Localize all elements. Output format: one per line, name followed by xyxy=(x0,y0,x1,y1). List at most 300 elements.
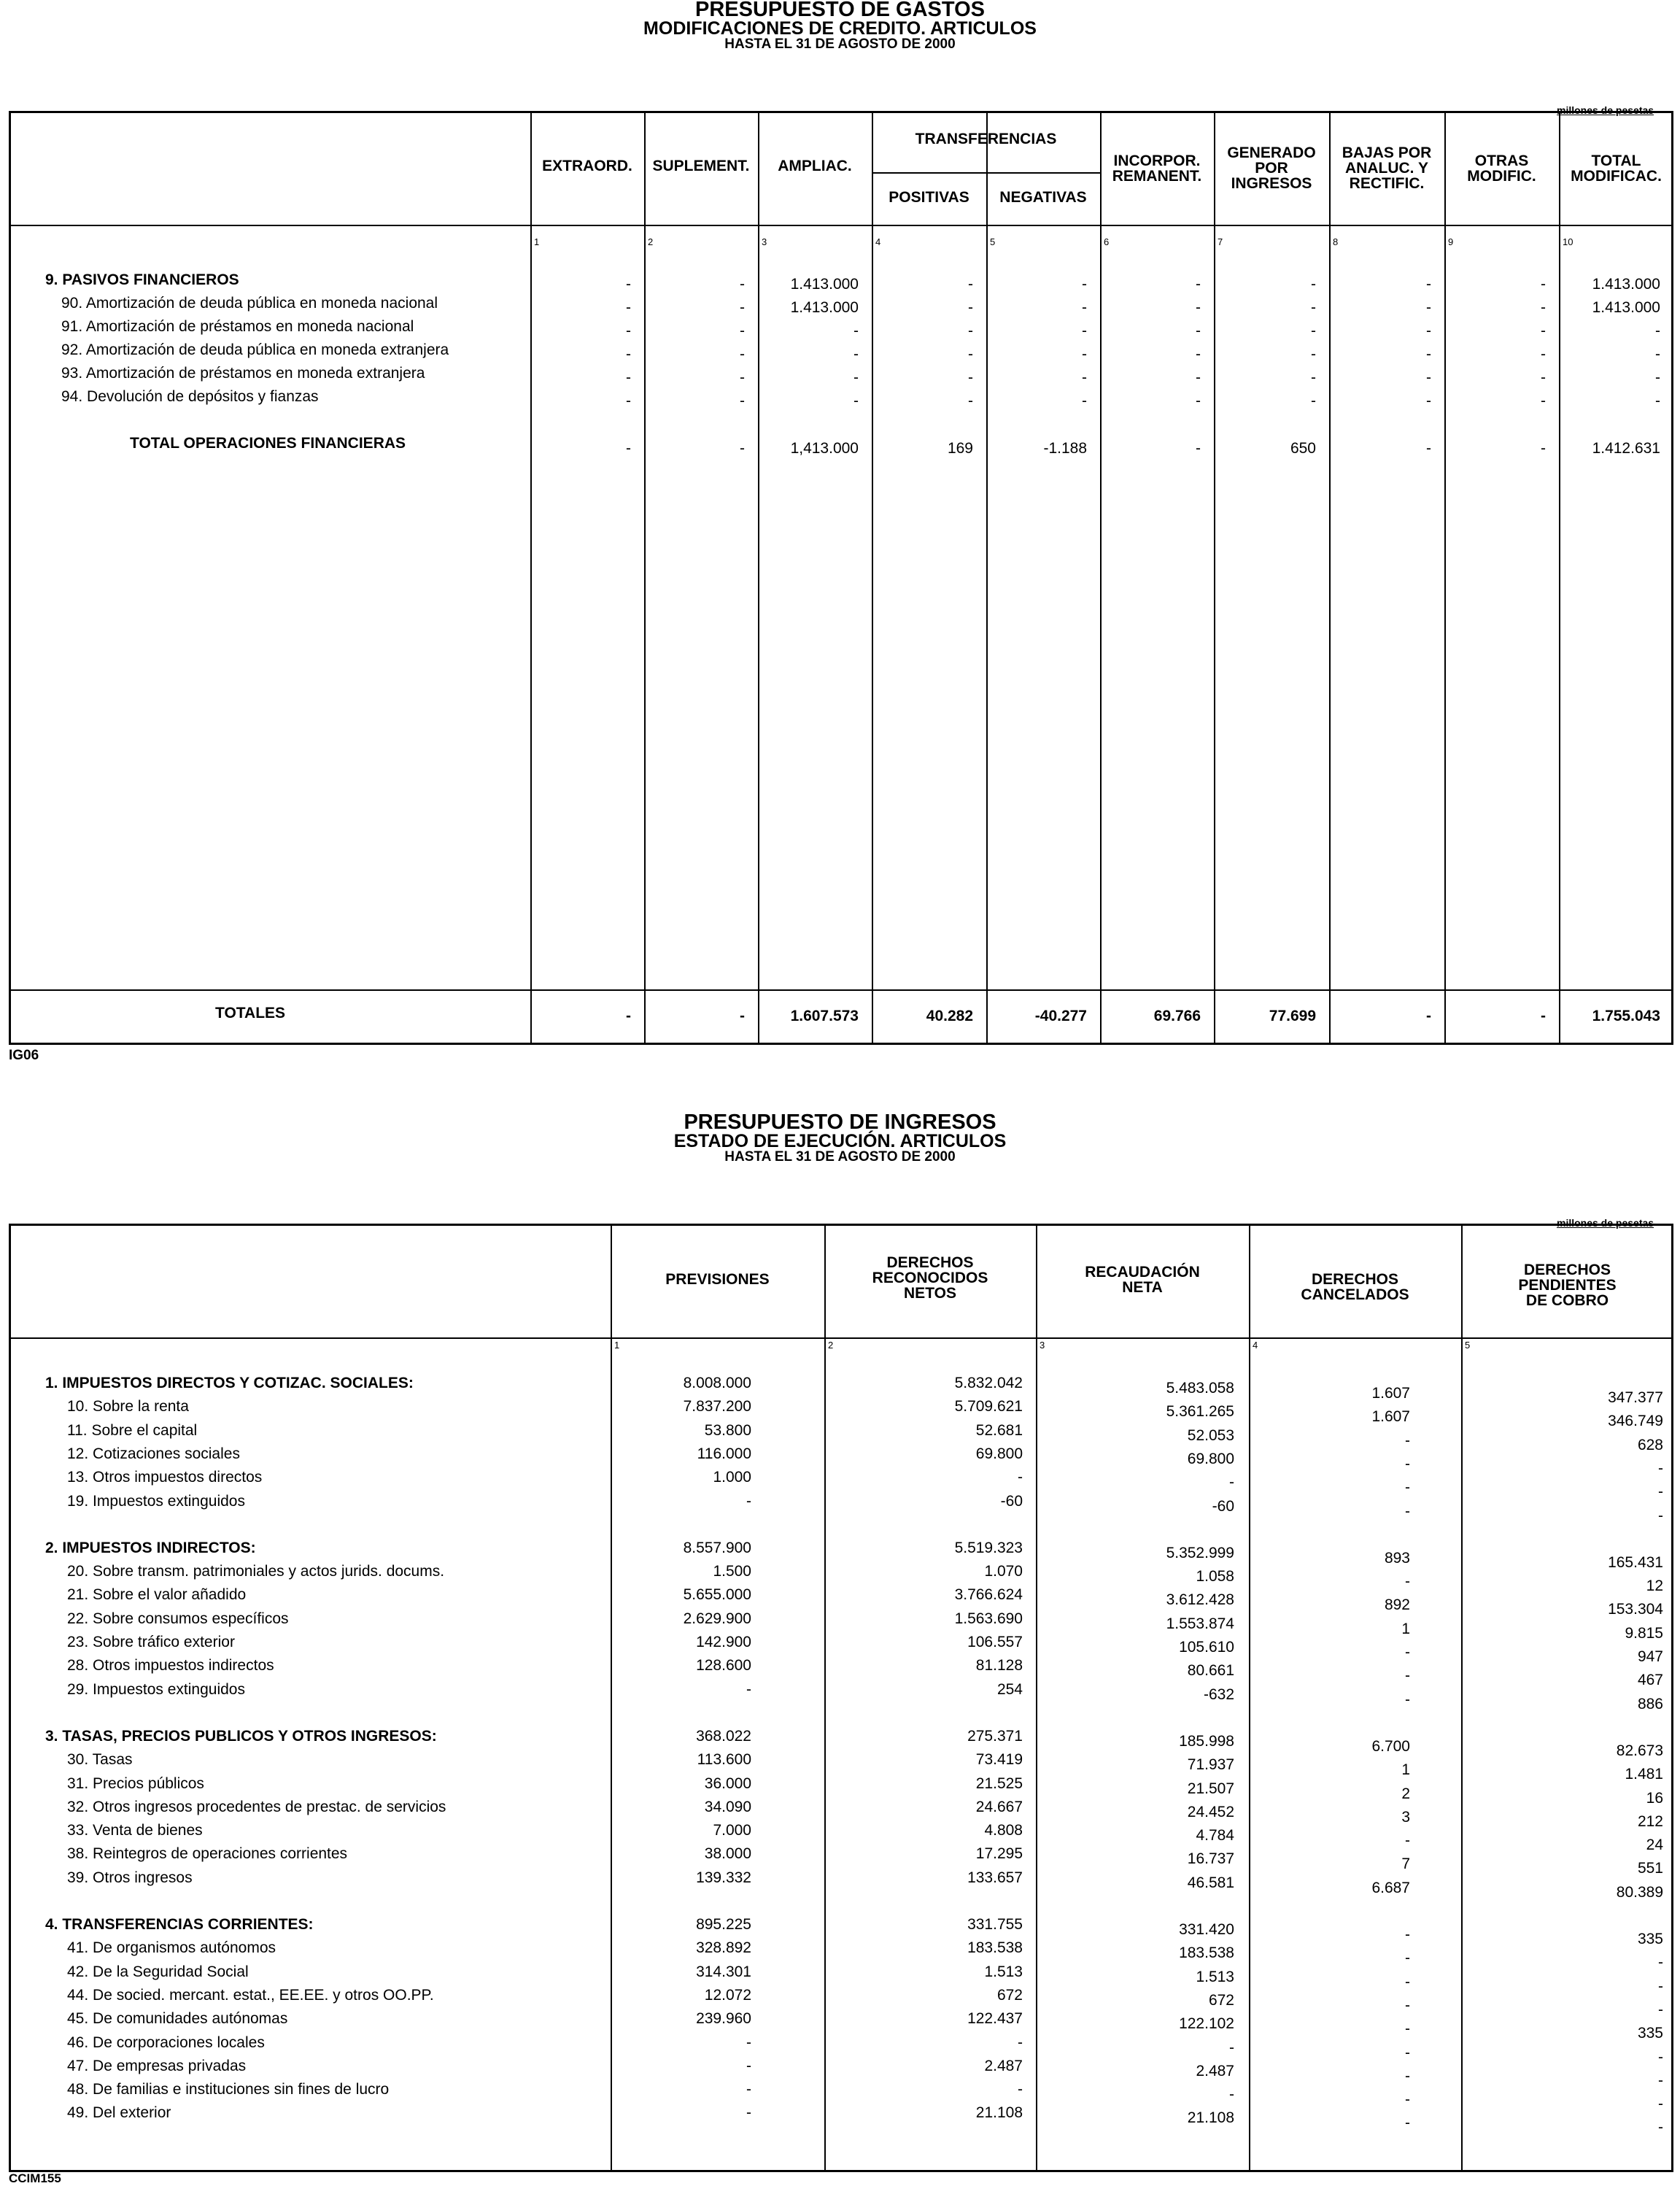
ingresos-cell: 551 xyxy=(1637,1860,1663,1877)
gastos-total-ops-cell: -1.188 xyxy=(1043,440,1087,457)
ingresos-cell: 6.700 xyxy=(1371,1737,1410,1755)
gastos-cell: - xyxy=(1082,276,1087,293)
header-negativas: NEGATIVAS xyxy=(999,189,1087,206)
gastos-cell: - xyxy=(1655,346,1660,363)
ingresos-cell: 116.000 xyxy=(697,1445,751,1462)
ingresos-cell: 1.058 xyxy=(1196,1568,1234,1586)
ingresos-cell: 34.090 xyxy=(704,1798,751,1815)
ingresos-cell: 335 xyxy=(1637,2025,1663,2042)
gastos-totales-cell: - xyxy=(1541,1008,1546,1024)
gastos-col-divider xyxy=(986,111,988,1045)
ingresos-cell: - xyxy=(1405,1832,1410,1850)
ingresos-cell: - xyxy=(1229,1474,1234,1491)
gastos-cell: - xyxy=(968,393,973,409)
ingresos-row-label: 42. De la Seguridad Social xyxy=(67,1963,249,1980)
gastos-totales-cell: 69.766 xyxy=(1153,1008,1201,1024)
gastos-cell: - xyxy=(1541,393,1546,409)
ingresos-cell: - xyxy=(1405,2091,1410,2109)
ingresos-cell: 7.000 xyxy=(713,1822,751,1839)
gastos-header-divider xyxy=(9,225,1673,226)
ingresos-cell: 1.513 xyxy=(984,1963,1023,1980)
gastos-cell: 1.413.000 xyxy=(790,299,859,316)
ingresos-cell: - xyxy=(1658,1977,1663,1995)
gastos-cell: - xyxy=(1082,393,1087,409)
ingresos-cell: 239.960 xyxy=(696,2010,751,2028)
ingresos-cell: - xyxy=(1405,1455,1410,1472)
gastos-totales-cell: 77.699 xyxy=(1269,1008,1316,1024)
gastos-cell: - xyxy=(626,323,631,339)
gastos-col-divider xyxy=(758,111,759,1045)
ingresos-cell: - xyxy=(1405,1996,1410,2014)
gastos-cell: - xyxy=(740,369,745,386)
gastos-col-divider xyxy=(1214,111,1215,1045)
ingresos-cell: 12.072 xyxy=(704,1986,751,2004)
gastos-totales-cell: 1.755.043 xyxy=(1592,1008,1660,1024)
ingresos-cell: 21.108 xyxy=(975,2104,1023,2122)
gastos-row-label: 92. Amortización de deuda pública en moneda extranjera xyxy=(61,341,449,358)
ingresos-row-label: 30. Tasas xyxy=(67,1751,133,1769)
ingresos-cell: 17.295 xyxy=(975,1845,1023,1863)
ingresos-cell: - xyxy=(1405,1973,1410,1990)
ingresos-cell: 80.661 xyxy=(1187,1662,1234,1680)
ingresos-header-divider xyxy=(9,1337,1673,1339)
gastos-col-divider xyxy=(1444,111,1446,1045)
column-number: 7 xyxy=(1218,236,1223,247)
gastos-cell: - xyxy=(853,323,859,339)
gastos-cell: - xyxy=(626,369,631,386)
header-otras: OTRAS MODIFIC. xyxy=(1467,152,1536,185)
gastos-cell: - xyxy=(1655,393,1660,409)
header-generado: GENERADO POR INGRESOS xyxy=(1227,144,1316,192)
gastos-totales-label: TOTALES xyxy=(215,1005,286,1021)
ingresos-cell: 73.419 xyxy=(975,1751,1023,1769)
gastos-cell: - xyxy=(853,346,859,363)
ingresos-cell: 122.437 xyxy=(967,2010,1023,2028)
ingresos-cell: 9.815 xyxy=(1625,1624,1663,1642)
ingresos-cell: 895.225 xyxy=(696,1916,751,1933)
header-total-modificac: TOTAL MODIFICAC. xyxy=(1571,152,1662,185)
ingresos-cell: 69.800 xyxy=(1187,1450,1234,1467)
ingresos-cell: 133.657 xyxy=(967,1869,1023,1886)
ingresos-cell: 1.553.874 xyxy=(1166,1615,1234,1632)
gastos-total-ops-cell: - xyxy=(1196,440,1201,457)
ingresos-cell: - xyxy=(746,1680,751,1698)
ingresos-cell: 21.507 xyxy=(1187,1780,1234,1797)
ingresos-cell: 24.452 xyxy=(1187,1803,1234,1820)
gastos-total-ops-cell: - xyxy=(1426,440,1431,457)
gastos-cell: - xyxy=(1082,323,1087,339)
ingresos-row-label: 48. De familias e instituciones sin fines de lucro xyxy=(67,2081,390,2098)
ingresos-cell: - xyxy=(1405,1502,1410,1520)
ingresos-row-label: 28. Otros impuestos indirectos xyxy=(67,1657,274,1675)
ingresos-cell: 672 xyxy=(1208,1991,1234,2009)
ingresos-cell: 3 xyxy=(1401,1808,1410,1826)
ingresos-cell: - xyxy=(746,1492,751,1510)
ingresos-row-label: 11. Sobre el capital xyxy=(67,1421,198,1439)
ingresos-cell: 5.352.999 xyxy=(1166,1544,1234,1561)
ingresos-cell: 467 xyxy=(1637,1672,1663,1689)
ingresos-cell: - xyxy=(1405,2114,1410,2132)
ingresos-cell: - xyxy=(1658,2001,1663,2018)
gastos-row-label: 94. Devolución de depósitos y fianzas xyxy=(61,388,319,405)
ingresos-cell: 331.755 xyxy=(967,1916,1023,1933)
ingresos-cell: 254 xyxy=(996,1680,1023,1698)
column-number: 10 xyxy=(1563,236,1573,247)
ingresos-subtitle: ESTADO DE EJECUCIÓN. ARTICULOS xyxy=(673,1131,1007,1151)
ingresos-cell: 139.332 xyxy=(696,1869,751,1886)
gastos-cell: - xyxy=(740,276,745,293)
ingresos-row-label: 44. De socied. mercant. estat., EE.EE. y otros OO.PP. xyxy=(67,1986,434,2004)
gastos-cell: - xyxy=(1196,369,1201,386)
header-pendientes: DERECHOS PENDIENTES DE COBRO xyxy=(1518,1262,1617,1309)
ingresos-cell: 82.673 xyxy=(1616,1742,1663,1759)
ingresos-row-label: 32. Otros ingresos procedentes de prestac. de servicios xyxy=(67,1798,446,1815)
ingresos-cell: 4.808 xyxy=(984,1822,1023,1839)
gastos-col-divider xyxy=(872,111,873,1045)
gastos-cell: - xyxy=(968,276,973,293)
ingresos-cell: 1 xyxy=(1401,1761,1410,1779)
ingresos-cell: - xyxy=(1405,2044,1410,2061)
gastos-cell: - xyxy=(1541,276,1546,293)
ingresos-units: millones de pesetas xyxy=(1557,1217,1654,1229)
ingresos-cell: 1.481 xyxy=(1625,1766,1663,1783)
gastos-col-divider xyxy=(1329,111,1331,1045)
ingresos-cell: 80.389 xyxy=(1616,1883,1663,1901)
ingresos-row-label: 4. TRANSFERENCIAS CORRIENTES: xyxy=(45,1916,314,1933)
ingresos-cell: - xyxy=(1658,1954,1663,1971)
gastos-cell: - xyxy=(968,369,973,386)
gastos-row-label: 9. PASIVOS FINANCIEROS xyxy=(45,271,239,288)
gastos-cell: - xyxy=(1541,299,1546,316)
ingresos-cell: - xyxy=(1658,2071,1663,2089)
gastos-totales-cell: 40.282 xyxy=(926,1008,973,1024)
ingresos-row-label: 2. IMPUESTOS INDIRECTOS: xyxy=(45,1539,256,1556)
header-transferencias: TRANSFERENCIAS xyxy=(915,131,1057,147)
ingresos-row-label: 23. Sobre tráfico exterior xyxy=(67,1634,235,1650)
gastos-totales-cell: - xyxy=(740,1008,745,1024)
gastos-cell: - xyxy=(1196,393,1201,409)
ingresos-cell: 947 xyxy=(1637,1648,1663,1665)
ingresos-cell: 185.998 xyxy=(1179,1732,1234,1750)
ingresos-cell: 21.108 xyxy=(1187,2109,1234,2127)
ingresos-cell: - xyxy=(1405,1667,1410,1685)
ingresos-cell: 2.629.900 xyxy=(683,1610,751,1627)
ingresos-cell: - xyxy=(746,2104,751,2122)
ingresos-cell: - xyxy=(1658,1483,1663,1501)
gastos-cell: - xyxy=(740,346,745,363)
gastos-total-ops-cell: 169 xyxy=(947,440,973,457)
gastos-totals-divider xyxy=(9,989,1673,991)
gastos-cell: - xyxy=(853,369,859,386)
gastos-cell: - xyxy=(1541,323,1546,339)
ingresos-cell: 7 xyxy=(1401,1855,1410,1873)
ingresos-cell: 5.832.042 xyxy=(954,1375,1023,1391)
ingresos-cell: 628 xyxy=(1637,1436,1663,1453)
ingresos-cell: - xyxy=(1405,2067,1410,2085)
gastos-cell: - xyxy=(1311,299,1316,316)
column-number: 6 xyxy=(1104,236,1110,247)
header-incorpor: INCORPOR. REMANENT. xyxy=(1112,152,1202,185)
header-suplement: SUPLEMENT. xyxy=(652,158,750,174)
ingresos-cell: 4.784 xyxy=(1196,1827,1234,1845)
gastos-cell: - xyxy=(1541,369,1546,386)
gastos-cell: - xyxy=(1311,393,1316,409)
ingresos-cell: 5.709.621 xyxy=(954,1398,1023,1416)
ingresos-cell: 6.687 xyxy=(1371,1879,1410,1896)
gastos-cell: - xyxy=(1082,299,1087,316)
gastos-total-ops-cell: 650 xyxy=(1290,440,1316,457)
gastos-cell: - xyxy=(1426,393,1431,409)
ingresos-cell: 275.371 xyxy=(967,1727,1023,1745)
gastos-cell: - xyxy=(1426,369,1431,386)
header-ampliac: AMPLIAC. xyxy=(778,158,852,174)
ingresos-cell: 5.361.265 xyxy=(1166,1403,1234,1421)
ingresos-cell: - xyxy=(1405,1644,1410,1661)
ingresos-cell: 893 xyxy=(1384,1549,1410,1567)
column-number: 2 xyxy=(648,236,654,247)
ingresos-cell: 8.557.900 xyxy=(683,1539,751,1556)
column-number: 8 xyxy=(1333,236,1339,247)
ingresos-row-label: 21. Sobre el valor añadido xyxy=(67,1586,247,1604)
gastos-totales-cell: -40.277 xyxy=(1034,1008,1087,1024)
gastos-cell: - xyxy=(1541,346,1546,363)
ingresos-cell: 5.483.058 xyxy=(1166,1380,1234,1397)
ingresos-cell: - xyxy=(1405,1691,1410,1708)
ingresos-row-label: 20. Sobre transm. patrimoniales y actos jurids. docums. xyxy=(67,1563,445,1580)
ingresos-cell: - xyxy=(1658,2096,1663,2113)
ingresos-cell: 212 xyxy=(1637,1812,1663,1830)
ingresos-cell: 165.431 xyxy=(1608,1553,1663,1571)
gastos-cell: - xyxy=(740,323,745,339)
gastos-total-ops-cell: 1,413.000 xyxy=(790,440,859,457)
ingresos-row-label: 38. Reintegros de operaciones corrientes xyxy=(67,1845,348,1863)
ingresos-cell: - xyxy=(1405,2020,1410,2038)
ingresos-title-block xyxy=(0,1113,1680,1165)
ingresos-cell: - xyxy=(1658,2048,1663,2066)
gastos-code: IG06 xyxy=(9,1048,39,1063)
header-recaudacion: RECAUDACIÓN NETA xyxy=(1085,1264,1200,1296)
ingresos-date: HASTA EL 31 DE AGOSTO DE 2000 xyxy=(724,1149,956,1165)
gastos-col-divider xyxy=(530,111,532,1045)
ingresos-row-label: 39. Otros ingresos xyxy=(67,1869,193,1886)
ingresos-cell: - xyxy=(1229,2086,1234,2104)
ingresos-row-label: 45. De comunidades autónomas xyxy=(67,2010,288,2028)
header-cancelados: DERECHOS CANCELADOS xyxy=(1301,1271,1409,1303)
ingresos-cell: 7.837.200 xyxy=(683,1398,751,1416)
column-number: 1 xyxy=(614,1340,620,1351)
gastos-cell: - xyxy=(1311,323,1316,339)
gastos-total-ops-cell: - xyxy=(740,440,745,457)
ingresos-cell: 1.070 xyxy=(984,1563,1023,1580)
gastos-row-label: 93. Amortización de préstamos en moneda extranjera xyxy=(61,365,425,382)
ingresos-cell: - xyxy=(746,2081,751,2098)
column-number: 9 xyxy=(1448,236,1454,247)
ingresos-cell: 71.937 xyxy=(1187,1756,1234,1774)
ingresos-cell: - xyxy=(1405,1479,1410,1496)
header-positivas: POSITIVAS xyxy=(889,189,969,206)
gastos-cell: - xyxy=(853,393,859,409)
gastos-cell: - xyxy=(1082,369,1087,386)
gastos-units: millones de pesetas xyxy=(1557,104,1654,116)
gastos-cell: - xyxy=(968,346,973,363)
ingresos-row-label: 1. IMPUESTOS DIRECTOS Y COTIZAC. SOCIALES: xyxy=(45,1375,414,1391)
ingresos-cell: -632 xyxy=(1203,1685,1234,1703)
gastos-cell: - xyxy=(626,393,631,409)
ingresos-cell: 5.519.323 xyxy=(954,1539,1023,1556)
gastos-col-divider xyxy=(644,111,646,1045)
ingresos-cell: 38.000 xyxy=(704,1845,751,1863)
ingresos-cell: 183.538 xyxy=(967,1939,1023,1957)
ingresos-row-label: 41. De organismos autónomos xyxy=(67,1939,276,1957)
ingresos-cell: 128.600 xyxy=(696,1657,751,1675)
ingresos-cell: 1 xyxy=(1401,1620,1410,1637)
gastos-cell: - xyxy=(1426,299,1431,316)
ingresos-cell: 52.681 xyxy=(975,1421,1023,1439)
ingresos-cell: - xyxy=(1018,1469,1023,1486)
column-number: 4 xyxy=(1253,1340,1258,1351)
ingresos-cell: 183.538 xyxy=(1179,1944,1234,1962)
header-extraord: EXTRAORD. xyxy=(542,158,632,174)
gastos-cell: 1.413.000 xyxy=(1592,276,1660,293)
gastos-totales-cell: - xyxy=(626,1008,631,1024)
gastos-cell: - xyxy=(1311,346,1316,363)
gastos-total-ops-label: TOTAL OPERACIONES FINANCIERAS xyxy=(130,435,406,452)
gastos-title: PRESUPUESTO DE GASTOS xyxy=(695,0,985,21)
gastos-cell: - xyxy=(1196,276,1201,293)
gastos-col-divider xyxy=(1559,111,1560,1045)
ingresos-cell: 2 xyxy=(1401,1785,1410,1802)
ingresos-cell: 106.557 xyxy=(967,1634,1023,1650)
gastos-cell: - xyxy=(626,346,631,363)
ingresos-cell: - xyxy=(1018,2034,1023,2051)
ingresos-cell: 346.749 xyxy=(1608,1413,1663,1430)
ingresos-cell: 122.102 xyxy=(1179,2015,1234,2033)
gastos-cell: - xyxy=(740,393,745,409)
header-derechos-reconocidos: DERECHOS RECONOCIDOS NETOS xyxy=(872,1254,988,1302)
gastos-row-label: 90. Amortización de deuda pública en moneda nacional xyxy=(61,295,438,312)
gastos-totales-cell: - xyxy=(1426,1008,1431,1024)
ingresos-cell: - xyxy=(746,2034,751,2051)
ingresos-row-label: 19. Impuestos extinguidos xyxy=(67,1492,245,1510)
ingresos-cell: 1.563.690 xyxy=(954,1610,1023,1627)
gastos-cell: - xyxy=(1655,369,1660,386)
gastos-date: HASTA EL 31 DE AGOSTO DE 2000 xyxy=(724,36,956,52)
gastos-cell: - xyxy=(1426,346,1431,363)
ingresos-code: CCIM155 xyxy=(9,2171,61,2185)
ingresos-cell: 1.000 xyxy=(713,1469,751,1486)
gastos-table xyxy=(9,111,1673,1045)
header-previsiones: PREVISIONES xyxy=(665,1271,770,1288)
ingresos-cell: 3.612.428 xyxy=(1166,1591,1234,1609)
header-bajas: BAJAS POR ANALUC. Y RECTIFIC. xyxy=(1342,144,1432,192)
column-number: 3 xyxy=(1040,1340,1045,1351)
ingresos-cell: 53.800 xyxy=(704,1421,751,1439)
ingresos-cell: 81.128 xyxy=(975,1657,1023,1675)
ingresos-cell: - xyxy=(1405,1950,1410,1967)
ingresos-row-label: 22. Sobre consumos específicos xyxy=(67,1610,289,1627)
gastos-cell: - xyxy=(1426,323,1431,339)
column-number: 4 xyxy=(875,236,881,247)
ingresos-row-label: 33. Venta de bienes xyxy=(67,1822,203,1839)
gastos-total-ops-cell: 1.412.631 xyxy=(1592,440,1660,457)
ingresos-row-label: 31. Precios públicos xyxy=(67,1774,204,1792)
ingresos-cell: 24 xyxy=(1646,1837,1663,1854)
gastos-total-ops-cell: - xyxy=(1541,440,1546,457)
ingresos-row-label: 10. Sobre la renta xyxy=(67,1398,189,1416)
ingresos-cell: 5.655.000 xyxy=(683,1586,751,1604)
ingresos-cell: 46.581 xyxy=(1187,1874,1234,1891)
gastos-subtitle: MODIFICACIONES DE CREDITO. ARTICULOS xyxy=(643,18,1037,39)
gastos-cell: - xyxy=(1196,346,1201,363)
ingresos-cell: - xyxy=(1229,2039,1234,2056)
ingresos-cell: 328.892 xyxy=(696,1939,751,1957)
gastos-col-divider xyxy=(1100,111,1102,1045)
ingresos-cell: - xyxy=(1405,1432,1410,1449)
ingresos-cell: 1.607 xyxy=(1371,1385,1410,1402)
ingresos-cell: - xyxy=(1658,1507,1663,1524)
ingresos-cell: 2.487 xyxy=(984,2057,1023,2074)
ingresos-cell: 153.304 xyxy=(1608,1601,1663,1618)
ingresos-cell: 36.000 xyxy=(704,1774,751,1792)
ingresos-row-label: 49. Del exterior xyxy=(67,2104,171,2122)
gastos-cell: - xyxy=(1196,323,1201,339)
gastos-cell: 1.413.000 xyxy=(1592,299,1660,316)
ingresos-title: PRESUPUESTO DE INGRESOS xyxy=(684,1111,996,1134)
ingresos-row-label: 46. De corporaciones locales xyxy=(67,2034,265,2051)
ingresos-cell: 12 xyxy=(1646,1577,1663,1595)
ingresos-cell: 335 xyxy=(1637,1931,1663,1947)
ingresos-cell: -60 xyxy=(1212,1497,1234,1515)
gastos-total-ops-cell: - xyxy=(626,440,631,457)
column-number: 1 xyxy=(534,236,540,247)
gastos-cell: - xyxy=(968,299,973,316)
ingresos-cell: 24.667 xyxy=(975,1798,1023,1815)
gastos-cell: - xyxy=(1655,323,1660,339)
ingresos-cell: 1.607 xyxy=(1371,1408,1410,1426)
ingresos-cell: - xyxy=(1658,2119,1663,2136)
column-number: 3 xyxy=(762,236,767,247)
ingresos-cell: 3.766.624 xyxy=(954,1586,1023,1604)
ingresos-cell: 347.377 xyxy=(1608,1389,1663,1406)
ingresos-cell: 21.525 xyxy=(975,1774,1023,1792)
ingresos-cell: 314.301 xyxy=(696,1963,751,1980)
column-number: 2 xyxy=(828,1340,834,1351)
ingresos-cell: 16 xyxy=(1646,1789,1663,1807)
ingresos-cell: - xyxy=(1658,1459,1663,1477)
ingresos-cell: 2.487 xyxy=(1196,2062,1234,2079)
column-number: 5 xyxy=(990,236,996,247)
gastos-transfer-divider xyxy=(872,172,1100,174)
ingresos-cell: - xyxy=(1405,1926,1410,1943)
gastos-cell: - xyxy=(1196,299,1201,316)
ingresos-row-label: 13. Otros impuestos directos xyxy=(67,1469,263,1486)
gastos-title-block xyxy=(0,0,1680,52)
ingresos-cell: -60 xyxy=(1000,1492,1023,1510)
ingresos-cell: 672 xyxy=(996,1986,1023,2004)
gastos-row-label: 91. Amortización de préstamos en moneda nacional xyxy=(61,318,414,335)
ingresos-cell: - xyxy=(1405,1573,1410,1591)
gastos-cell: 1.413.000 xyxy=(790,276,859,293)
ingresos-cell: 1.513 xyxy=(1196,1968,1234,1985)
ingresos-cell: - xyxy=(746,2057,751,2074)
gastos-cell: - xyxy=(1426,276,1431,293)
ingresos-row-label: 29. Impuestos extinguidos xyxy=(67,1680,245,1698)
ingresos-cell: 8.008.000 xyxy=(683,1375,751,1391)
ingresos-cell: 16.737 xyxy=(1187,1850,1234,1868)
gastos-cell: - xyxy=(626,299,631,316)
gastos-totales-cell: 1.607.573 xyxy=(790,1008,859,1024)
ingresos-cell: 52.053 xyxy=(1187,1426,1234,1444)
